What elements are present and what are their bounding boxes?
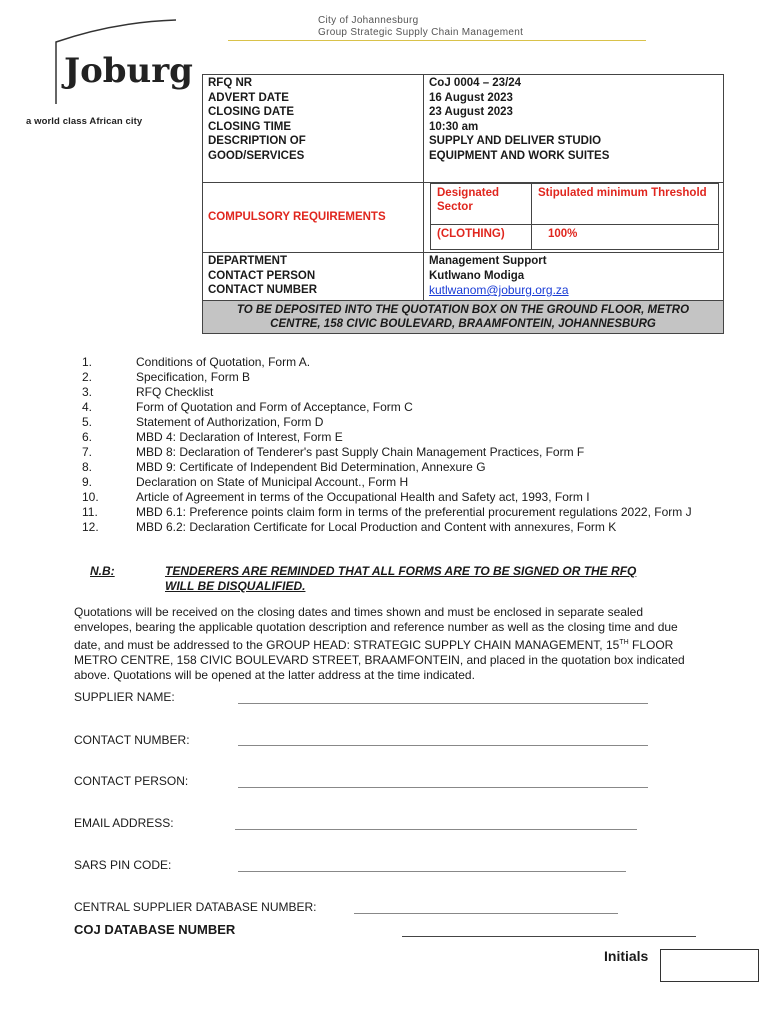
instructions-part-1: Quotations will be received on the closing dates and times shown and must be enclosed in separate sealed envelopes, bearing the applicable quotation description and reference number as well as the closing time and due date, and must be addressed to the GROUP HEAD: STRATEGIC SUPPLY CHAIN MANAGEMENT, 15 — [74, 605, 678, 652]
list-item-number: 1. — [82, 355, 93, 369]
list-item — [74, 490, 694, 505]
list-item — [74, 415, 694, 430]
list-item-text: MBD 6.1: Preference points claim form in terms of the preferential procurement regulations 2022, Form J — [136, 505, 692, 519]
org-name: City of Johannesburg — [318, 15, 419, 26]
list-item-text: Declaration on State of Municipal Account., Form H — [136, 475, 409, 489]
city-tagline: a world class African city — [26, 116, 143, 127]
deposit-row — [203, 300, 724, 333]
list-item-number: 12. — [82, 520, 99, 534]
list-item-number: 6. — [82, 430, 93, 444]
list-item-text: Specification, Form B — [136, 370, 251, 384]
contact-values-cell — [424, 253, 724, 301]
contact-row — [203, 253, 724, 301]
contact-person-label: CONTACT PERSON — [208, 269, 316, 282]
department-value: Management Support — [429, 255, 547, 267]
list-item-number: 5. — [82, 415, 93, 429]
sector-threshold-table — [430, 183, 719, 250]
advert-date-label: ADVERT DATE — [208, 91, 289, 104]
supplier-name-label: SUPPLIER NAME: — [74, 690, 175, 704]
supplier-name-line[interactable] — [238, 703, 648, 704]
closing-time-value: 10:30 am — [429, 120, 479, 133]
list-item — [74, 520, 694, 535]
sector-value: (CLOTHING) — [431, 225, 532, 250]
rfq-values-cell — [424, 75, 724, 183]
sars-pin-label: SARS PIN CODE: — [74, 858, 172, 872]
list-item-text: MBD 9: Certificate of Independent Bid Determination, Annexure G — [136, 460, 486, 474]
goods-services-label: GOOD/SERVICES — [208, 149, 305, 162]
org-header — [318, 15, 523, 39]
list-item-number: 11. — [82, 505, 98, 519]
deposit-instructions: TO BE DEPOSITED INTO THE QUOTATION BOX ON THE GROUND FLOOR, METRO CENTRE, 158 CIVIC BOULEVARD, BRAAMFONTEIN, JOHANNESBURG — [203, 300, 724, 333]
rfq-nr-value: CoJ 0004 – 23/24 — [429, 77, 522, 89]
contact-labels-cell — [203, 253, 424, 301]
compulsory-row — [203, 183, 724, 253]
list-item-text: Conditions of Quotation, Form A. — [136, 355, 311, 369]
conditions-list — [74, 355, 694, 535]
description-value-2: EQUIPMENT AND WORK SUITES — [429, 149, 610, 162]
nb-warning: TENDERERS ARE REMINDED THAT ALL FORMS ARE TO BE SIGNED OR THE RFQ WILL BE DISQUALIFIED. — [165, 564, 637, 593]
csd-number-line[interactable] — [354, 913, 618, 914]
description-value-1: SUPPLY AND DELIVER STUDIO — [429, 135, 602, 147]
list-item — [74, 355, 694, 370]
sector-header-row — [431, 184, 719, 225]
list-item — [74, 385, 694, 400]
contact-person-line[interactable] — [238, 787, 648, 788]
rfq-info-table — [202, 74, 724, 334]
list-item-number: 10. — [82, 490, 99, 504]
svg-text:Joburg: Joburg — [64, 51, 193, 91]
list-item-text: MBD 8: Declaration of Tenderer's past Supply Chain Management Practices, Form F — [136, 445, 585, 459]
list-item — [74, 370, 694, 385]
sector-value-row — [431, 225, 719, 250]
advert-date-value: 16 August 2023 — [429, 91, 513, 104]
email-address-line[interactable] — [235, 829, 637, 830]
contact-person-value: Kutlwano Modiga — [429, 269, 525, 282]
org-department: Group Strategic Supply Chain Management — [318, 27, 524, 38]
list-item — [74, 430, 694, 445]
list-item — [74, 445, 694, 460]
requirements-cell — [424, 183, 724, 253]
joburg-logo — [54, 20, 193, 106]
contact-number-label: CONTACT NUMBER — [208, 284, 318, 296]
sars-pin-line[interactable] — [238, 871, 626, 872]
coj-database-label: COJ DATABASE NUMBER — [74, 922, 236, 937]
threshold-value: 100% — [532, 225, 719, 250]
description-label: DESCRIPTION OF — [208, 135, 306, 147]
contact-person-field-label: CONTACT PERSON: — [74, 774, 189, 788]
email-address-label: EMAIL ADDRESS: — [74, 816, 174, 830]
contact-email-link[interactable]: kutlwanom@joburg.org.za — [429, 283, 569, 297]
list-item-text: MBD 6.2: Declaration Certificate for Local Production and Content with annexures, Form K — [136, 520, 617, 534]
header-divider — [228, 40, 646, 41]
list-item-number: 8. — [82, 460, 93, 474]
designated-sector-header: Designated Sector — [431, 184, 532, 225]
list-item-number: 2. — [82, 370, 93, 384]
rfq-details-row — [203, 75, 724, 183]
compulsory-requirements-label: COMPULSORY REQUIREMENTS — [203, 183, 424, 253]
list-item-number: 3. — [82, 385, 93, 399]
nb-label: N.B: — [90, 564, 115, 578]
instructions-superscript: TH — [619, 639, 629, 646]
department-label: DEPARTMENT — [208, 255, 288, 267]
initials-label: Initials — [604, 948, 649, 964]
list-item-text: Form of Quotation and Form of Acceptance, Form C — [136, 400, 413, 414]
list-item-text: Statement of Authorization, Form D — [136, 415, 324, 429]
submission-instructions — [74, 605, 700, 683]
list-item-text: Article of Agreement in terms of the Occupational Health and Safety act, 1993, Form I — [136, 490, 590, 504]
closing-date-label: CLOSING DATE — [208, 106, 295, 118]
list-item — [74, 400, 694, 415]
list-item-number: 9. — [82, 475, 93, 489]
rfq-nr-label: RFQ NR — [208, 77, 253, 89]
list-item — [74, 460, 694, 475]
contact-number-line[interactable] — [238, 745, 648, 746]
list-item-text: MBD 4: Declaration of Interest, Form E — [136, 430, 343, 444]
contact-number-field-label: CONTACT NUMBER: — [74, 733, 190, 747]
list-item-number: 7. — [82, 445, 93, 459]
list-item-text: RFQ Checklist — [136, 385, 214, 399]
coj-database-line[interactable] — [402, 936, 696, 937]
csd-number-label: CENTRAL SUPPLIER DATABASE NUMBER: — [74, 900, 317, 914]
threshold-header: Stipulated minimum Threshold — [532, 184, 719, 225]
closing-date-value: 23 August 2023 — [429, 106, 513, 118]
initials-box[interactable] — [660, 949, 759, 982]
closing-time-label: CLOSING TIME — [208, 120, 292, 133]
list-item — [74, 505, 694, 520]
rfq-labels-cell — [203, 75, 424, 183]
list-item-number: 4. — [82, 400, 93, 414]
instructions-part-2: FLOOR METRO CENTRE, 158 CIVIC BOULEVARD STREET, BRAAMFONTEIN, and placed in the quotation box indicated above. Quotations will be opened at the latter address at the time indicated. — [74, 638, 685, 682]
list-item — [74, 475, 694, 490]
